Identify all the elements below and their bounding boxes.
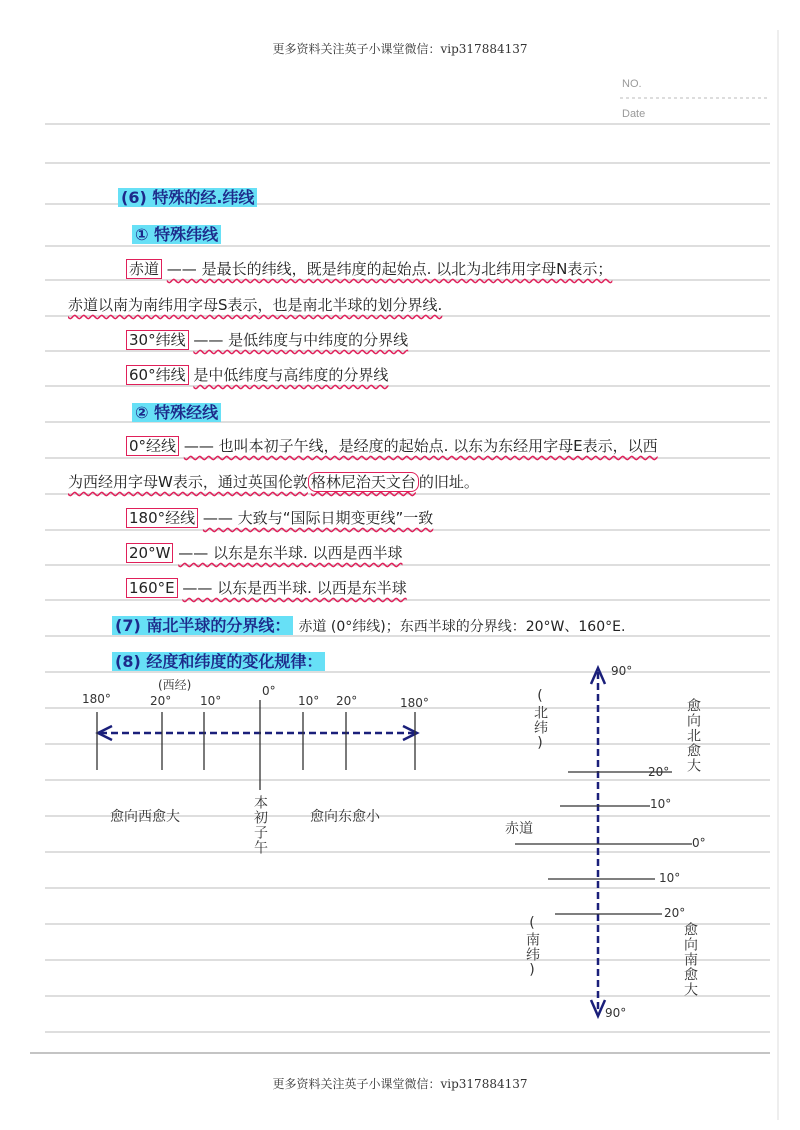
west-note: 愈向西愈大	[110, 809, 180, 825]
lon-tick-label-10w: 10°	[200, 694, 222, 708]
lon-tick-label-10e: 10°	[298, 694, 320, 708]
lat60-box: 60°纬线	[126, 365, 189, 385]
equator-text-2: 赤道以南为南纬用字母S表示，也是南北半球的划分界线.	[68, 296, 443, 314]
lat-tick-label-0: 0°	[692, 836, 706, 850]
lat-subtitle-text: ① 特殊纬线	[132, 225, 221, 244]
north-note: 愈向北愈大	[685, 698, 701, 773]
footer-watermark: 更多资料关注英子小课堂微信：vip317884137	[272, 1077, 528, 1091]
lon20w-text: —— 以东是东半球. 以西是西半球	[178, 544, 403, 562]
lon0-text-2a: 为西经用字母W表示，通过英国伦敦	[68, 473, 308, 491]
lon0-text-2c: 的旧址。	[418, 473, 479, 491]
west-label: (西经)	[158, 678, 192, 692]
lon-tick-label-20w: 20°	[150, 694, 172, 708]
section-7-title: (7) 南北半球的分界线：	[112, 616, 293, 635]
lat-tick-label-20n: 20°	[648, 765, 670, 779]
lon180-text: —— 大致与“国际日期变更线”一致	[202, 509, 434, 527]
equator-label: 赤道	[505, 821, 533, 837]
equator-box: 赤道	[126, 259, 162, 279]
lon160e-box: 160°E	[126, 578, 178, 598]
date-label: Date	[622, 108, 646, 120]
lon-tick-label-180w: 180°	[82, 692, 111, 706]
header-watermark: 更多资料关注英子小课堂微信：vip317884137	[272, 42, 528, 56]
lon20w-box: 20°W	[126, 543, 173, 563]
lon0-text-2b: 格林尼治天文台	[310, 473, 416, 491]
lon-tick-label-0: 0°	[262, 684, 276, 698]
prime-meridian-note: 本初子午	[252, 795, 268, 855]
no-label: NO.	[622, 78, 642, 90]
lon160e-text: —— 以东是西半球. 以西是东半球	[182, 579, 407, 597]
lat-tick-label-10s: 10°	[659, 871, 681, 885]
lon-tick-label-180e: 180°	[400, 696, 429, 710]
lat60-text: 是中低纬度与高纬度的分界线	[193, 366, 389, 384]
lon0-text-1: —— 也叫本初子午线，是经度的起始点. 以东为东经用字母E表示，以西	[183, 437, 658, 455]
lon-subtitle-text: ② 特殊经线	[132, 403, 221, 422]
lat30-text: —— 是低纬度与中纬度的分界线	[193, 331, 409, 349]
section-7-text: 赤道 (0°纬线)；东西半球的分界线：20°W、160°E.	[298, 619, 626, 635]
lat-tick-label-20s: 20°	[664, 906, 686, 920]
lat-bottom-label: 90°	[605, 1006, 627, 1020]
lat30-box: 30°纬线	[126, 330, 189, 350]
north-label: (北纬)	[532, 688, 548, 752]
lon180-box: 180°经线	[126, 508, 198, 528]
lat-tick-label-10n: 10°	[650, 797, 672, 811]
east-note: 愈向东愈小	[310, 809, 380, 825]
lat-top-label: 90°	[611, 664, 633, 678]
section-6-title-text: (6) 特殊的经.纬线	[118, 188, 257, 207]
lon0-box: 0°经线	[126, 436, 179, 456]
south-note: 愈向南愈大	[682, 922, 698, 997]
south-label: (南纬)	[524, 915, 540, 979]
lon-tick-label-20e: 20°	[336, 694, 358, 708]
section-8-title-text: (8) 经度和纬度的变化规律：	[112, 652, 325, 671]
equator-text-1: —— 是最长的纬线，既是纬度的起始点. 以北为北纬用字母N表示；	[166, 260, 613, 278]
